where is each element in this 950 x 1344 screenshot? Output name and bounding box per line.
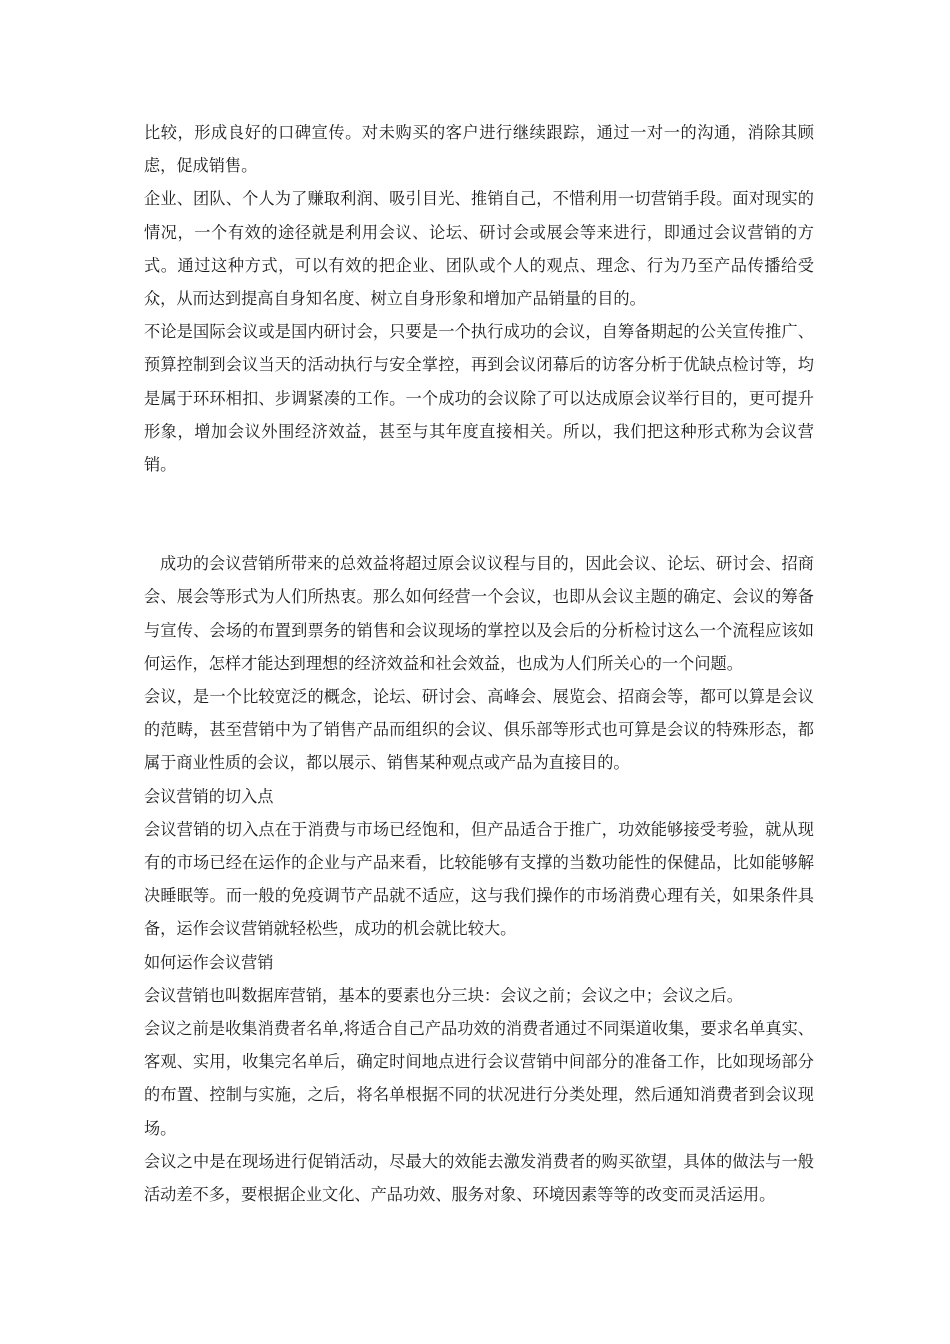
paragraph-meeting-concept: 会议，是一个比较宽泛的概念，论坛、研讨会、高峰会、展览会、招商会等，都可以算是会议的范畴，甚至营销中为了销售产品而组织的会议、俱乐部等形式也可算是会议的特殊形态，都属于商业性质的会议，都以展示、销售某种观点或产品为直接目的。 bbox=[144, 687, 814, 773]
paragraph-total-benefit: 成功的会议营销所带来的总效益将超过原会议议程与目的，因此会议、论坛、研讨会、招商会、展会等形式为人们所热衷。那么如何经营一个会议，也即从会议主题的确定、会议的筹备与宣传、会场的布置到票务的销售和会议现场的掌控以及会后的分析检讨这么一个流程应该如何运作，怎样才能达到理想的经济效益和社会效益，也成为人们所关心的一个问题。 bbox=[144, 554, 814, 673]
paragraph-meeting-marketing-definition: 不论是国际会议或是国内研讨会，只要是一个执行成功的会议，自筹备期起的公关宣传推广、预算控制到会议当天的活动执行与安全掌控，再到会议闭幕后的访客分析于优缺点检讨等，均是属于环环相扣、步调紧凑的工作。一个成功的会议除了可以达成原会议举行目的，更可提升形象，增加会议外围经济效益，甚至与其年度直接相关。所以，我们把这种形式称为会议营销。 bbox=[144, 322, 814, 475]
heading-how-to-operate: 如何运作会议营销 bbox=[144, 952, 274, 972]
paragraph-entry-point: 会议营销的切入点在于消费与市场已经饱和，但产品适合于推广，功效能够接受考验，就从现有的市场已经在运作的企业与产品来看，比较能够有支撑的当数功能性的保健品，比如能够解决睡眠等。而一般的免疫调节产品就不适应，这与我们操作的市场消费心理有关，如果条件具备，运作会议营销就轻松些，成功的机会就比较大。 bbox=[144, 819, 814, 939]
paragraph-marketing-intro: 企业、团队、个人为了赚取利润、吸引目光、推销自己，不惜利用一切营销手段。面对现实的情况，一个有效的途径就是利用会议、论坛、研讨会或展会等来进行，即通过会议营销的方式。通过这种方式，可以有效的把企业、团队或个人的观点、理念、行为乃至产品传播给受众，从而达到提高自身知名度、树立自身形象和增加产品销量的目的。 bbox=[144, 189, 814, 309]
paragraph-follow-up: 比较，形成良好的口碑宣传。对未购买的客户进行继续跟踪，通过一对一的沟通，消除其顾虑，促成销售。 bbox=[144, 123, 814, 176]
paragraph-during-meeting: 会议之中是在现场进行促销活动，尽最大的效能去激发消费者的购买欲望，具体的做法与一般活动差不多，要根据企业文化、产品功效、服务对象、环境因素等等的改变而灵活运用。 bbox=[144, 1151, 814, 1205]
section-spacer bbox=[144, 481, 814, 547]
document-body bbox=[144, 116, 814, 1211]
paragraph-before-meeting: 会议之前是收集消费者名单,将适合自己产品功效的消费者通过不同渠道收集，要求名单真实、客观、实用，收集完名单后，确定时间地点进行会议营销中间部分的准备工作，比如现场部分的布置、控制与实施，之后，将名单根据不同的状况进行分类处理，然后通知消费者到会议现场。 bbox=[144, 1019, 814, 1138]
heading-entry-point: 会议营销的切入点 bbox=[144, 786, 274, 806]
paragraph-three-stages: 会议营销也叫数据库营销，基本的要素也分三块：会议之前；会议之中；会议之后。 bbox=[144, 985, 743, 1005]
